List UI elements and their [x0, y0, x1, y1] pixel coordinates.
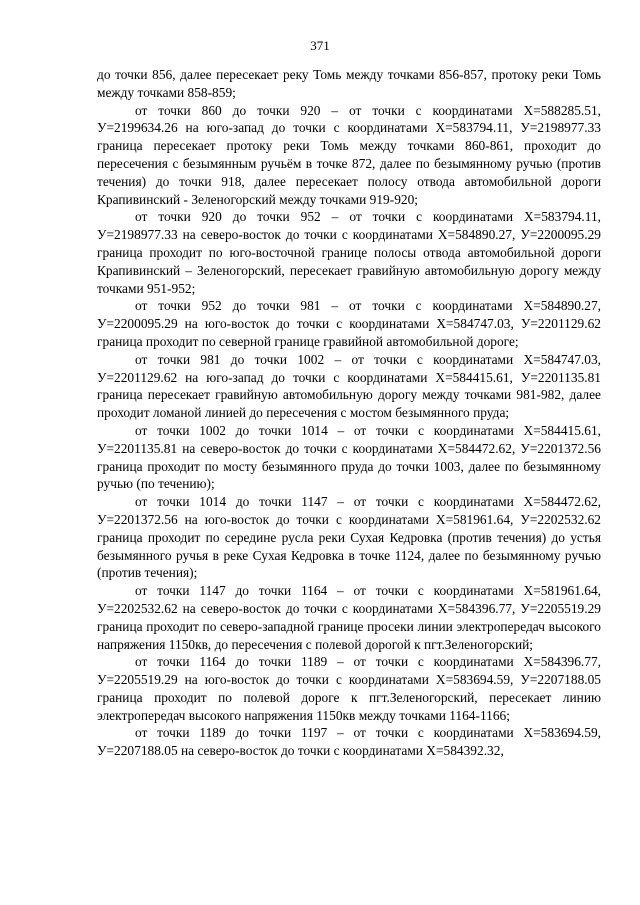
- paragraph-segment-952-981: от точки 952 до точки 981 – от точки с координатами X=584890.27, У=2200095.29 на юго-восток до точки с координатами X=584747.03, У=2201129.62 граница проходит по северной границе гравийной автомобильной дороге;: [97, 298, 601, 349]
- paragraph-segment-1002-1014: от точки 1002 до точки 1014 – от точки с координатами X=584415.61, У=2201135.81 на северо-восток до точки с координатами X=584472.62, У=2201372.56 граница проходит по мосту безымянного пруда до точки 1003, далее по безымянному ручью (по течению);: [97, 422, 601, 492]
- paragraph-segment-1189-1197: от точки 1189 до точки 1197 – от точки с координатами X=583694.59, У=2207188.05 на северо-восток до точки с координатами X=584392.32,: [97, 725, 601, 759]
- paragraph-continuation: до точки 856, далее пересекает реку Томь между точками 856-857, протоку реки Томь между точками 858-859;: [97, 67, 601, 100]
- document-body: [97, 66, 601, 760]
- paragraph-segment-1014-1147: от точки 1014 до точки 1147 – от точки с координатами X=584472.62, У=2201372.56 на юго-восток до точки с координатами X=581961.64, У=2202532.62 граница проходит по середине русла реки Сухая Кедровка (против течения) до устья безымянного ручья в реке Сухая Кедровка в точке 1124, далее по безымянному ручью (против течения);: [97, 494, 601, 581]
- paragraph-segment-1164-1189: от точки 1164 до точки 1189 – от точки с координатами X=584396.77, У=2205519.29 на юго-восток до точки с координатами X=583694.59, У=2207188.05 граница проходит по полевой дороге к пгт.Зеленогорский, пересекает линию электропередач высокого напряжения 1150кв между точками 1164-1166;: [97, 654, 601, 723]
- paragraph-segment-920-952: от точки 920 до точки 952 – от точки с координатами X=583794.11, У=2198977.33 на северо-восток до точки с координатами X=584890.27, У=2200095.29 граница проходит по юго-восточной границе полосы отвода автомобильной дороги Крапивинский – Зеленогорский, пересекает гравийную автомобильную дорогу между точками 951-952;: [97, 209, 601, 296]
- paragraph-segment-1147-1164: от точки 1147 до точки 1164 – от точки с координатами X=581961.64, У=2202532.62 на северо-восток до точки с координатами X=584396.77, У=2205519.29 граница проходит по северо-западной границе просеки линии электропередач высокого напряжения 1150кв, до пересечения с полевой дорогой к пгт.Зеленогорский;: [97, 583, 601, 652]
- page-number: 371: [310, 38, 330, 53]
- paragraph-segment-981-1002: от точки 981 до точки 1002 – от точки с координатами X=584747.03, У=2201129.62 на юго-запад до точки с координатами X=584415.61, У=2201135.81 граница пересекает гравийную автомобильную дорогу между точками 981-982, далее проходит ломаной линией до пересечения с мостом безымянного пруда;: [97, 351, 601, 421]
- paragraph-segment-860-920: от точки 860 до точки 920 – от точки с координатами X=588285.51, У=2199634.26 на юго-запад до точки с координатами X=583794.11, У=2198977.33 граница пересекает протоку реки Томь между точками 860-861, проходит до пересечения с безымянным ручьём в точке 872, далее по безымянному ручью (против течения) до точки 918, далее пересекает полосу отвода автомобильной дороги Крапивинский - Зеленогорский между точками 919-920;: [97, 102, 601, 207]
